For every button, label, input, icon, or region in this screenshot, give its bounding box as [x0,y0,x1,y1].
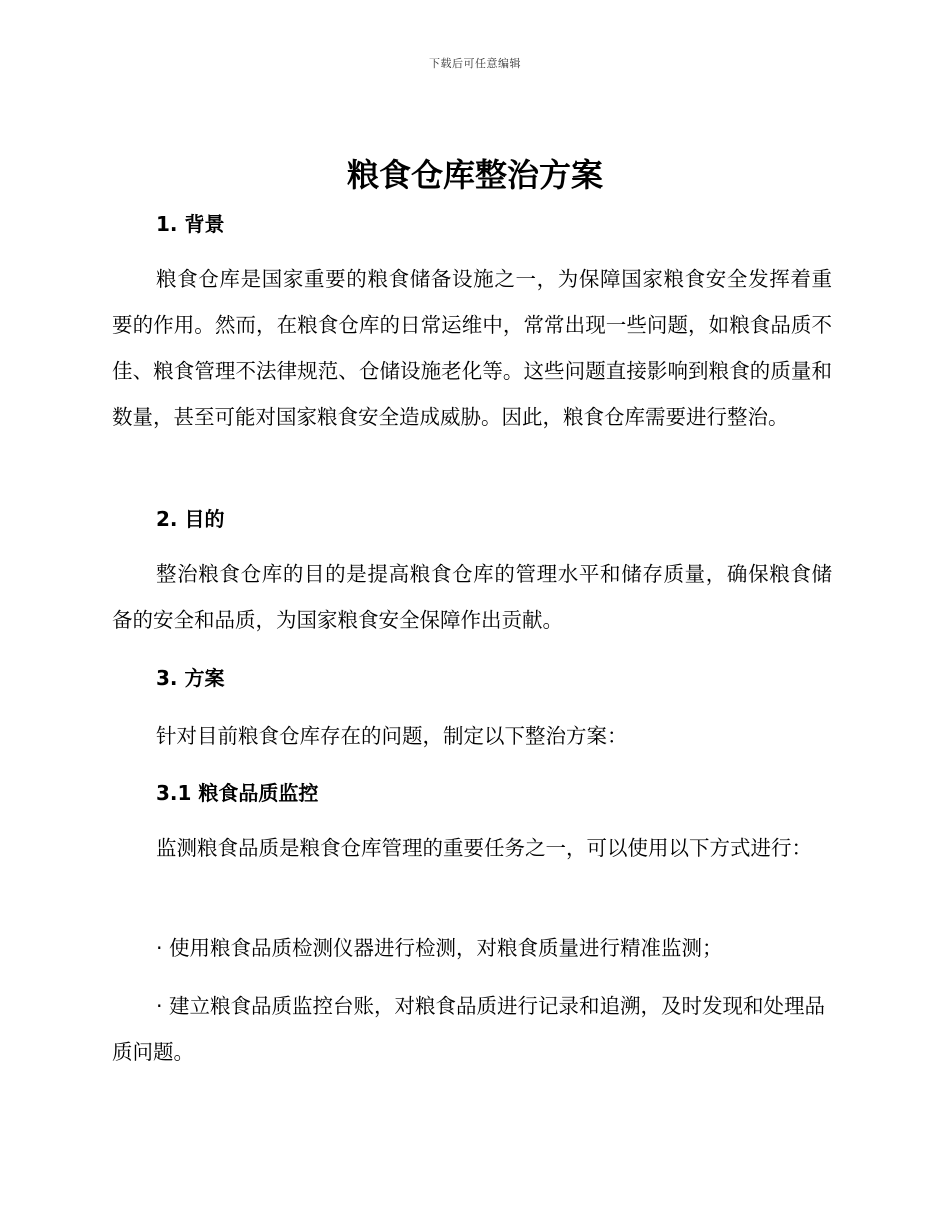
bullet-item-detection: · 使用粮食品质检测仪器进行检测，对粮食质量进行精准监测； [156,936,723,960]
bullet-item-ledger: · 建立粮食品质监控台账，对粮食品质进行记录和追溯，及时发现和处理品质问题。 [112,994,826,1064]
section-heading-purpose: 2. 目的 [156,507,225,531]
section-heading-background: 1. 背景 [156,212,225,236]
page-header-note: 下载后可任意编辑 [429,57,521,70]
paragraph-quality-monitoring: 监测粮食品质是粮食仓库管理的重要任务之一，可以使用以下方式进行： [156,836,812,860]
paragraph-background: 粮食仓库是国家重要的粮食储备设施之一，为保障国家粮食安全发挥着重要的作用。然而，在粮食仓库的日常运维中，常常出现一些问题，如粮食品质不佳、粮食管理不法律规范、仓储设施老化等。这些问题直接影响到粮食的质量和数量，甚至可能对国家粮食安全造成威胁。因此，粮食仓库需要进行整治。 [112,267,832,429]
paragraph-plan-intro: 针对目前粮食仓库存在的问题，制定以下整治方案： [156,724,628,748]
section-heading-quality-monitoring: 3.1 粮食品质监控 [156,781,319,805]
section-heading-plan: 3. 方案 [156,666,225,690]
paragraph-purpose: 整治粮食仓库的目的是提高粮食仓库的管理水平和储存质量，确保粮食储备的安全和品质，为国家粮食安全保障作出贡献。 [112,562,832,632]
document-title: 粮食仓库整治方案 [346,156,603,194]
